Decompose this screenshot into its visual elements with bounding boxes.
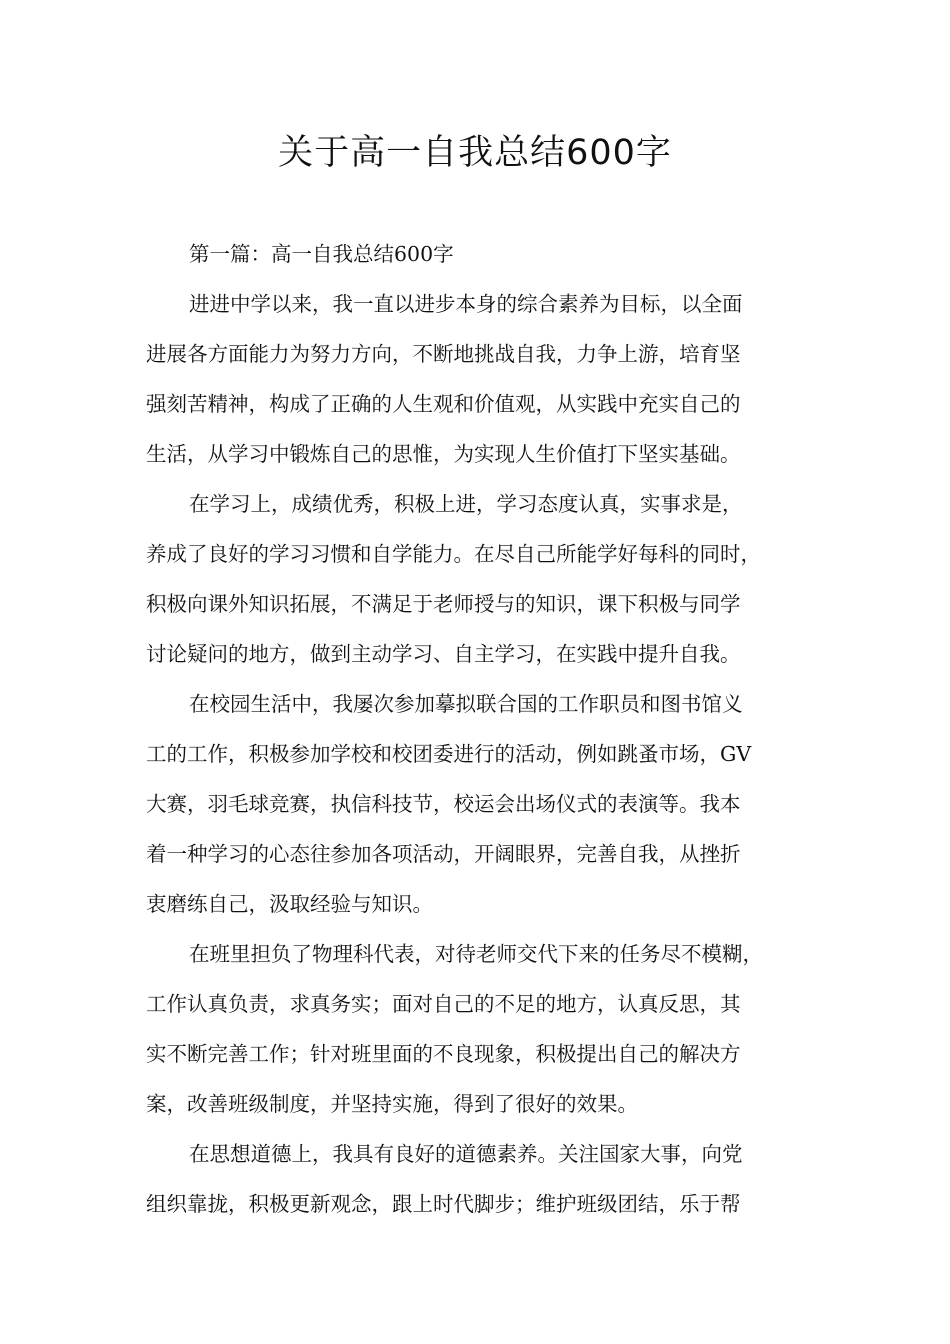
text-line: 讨论疑问的地方，做到主动学习、自主学习，在实践中提升自我。 — [146, 642, 741, 666]
text-line: 生活，从学习中锻炼自己的思惟，为实现人生价值打下坚实基础。 — [146, 442, 741, 466]
text-line: 在学习上，成绩优秀，积极上进，学习态度认真，实事求是， — [189, 492, 743, 516]
text-line: 实不断完善工作；针对班里面的不良现象，积极提出自己的解决方 — [146, 1042, 741, 1066]
text-line: 第一篇：高一自我总结600字 — [189, 242, 454, 266]
text-line: 养成了良好的学习习惯和自学能力。在尽自己所能学好每科的同时， — [146, 542, 761, 566]
text-line: 工的工作，积极参加学校和校团委进行的活动，例如跳蚤市场，GV — [146, 742, 752, 766]
text-line: 大赛，羽毛球竞赛，执信科技节，校运会出场仪式的表演等。我本 — [146, 792, 741, 816]
text-line: 在校园生活中，我屡次参加摹拟联合国的工作职员和图书馆义 — [189, 692, 743, 716]
text-line: 工作认真负责，求真务实；面对自己的不足的地方，认真反思，其 — [146, 992, 741, 1016]
text-line: 进进中学以来，我一直以进步本身的综合素养为目标，以全面 — [189, 292, 743, 316]
text-line: 在思想道德上，我具有良好的道德素养。关注国家大事，向党 — [189, 1142, 743, 1166]
text-line: 案，改善班级制度，并坚持实施，得到了很好的效果。 — [146, 1092, 638, 1116]
text-line: 进展各方面能力为努力方向，不断地挑战自我，力争上游，培育坚 — [146, 342, 741, 366]
text-line: 组织靠拢，积极更新观念，跟上时代脚步；维护班级团结，乐于帮 — [146, 1192, 741, 1216]
text-line: 强刻苦精神，构成了正确的人生观和价值观，从实践中充实自己的 — [146, 392, 741, 416]
text-line: 着一种学习的心态往参加各项活动，开阔眼界，完善自我，从挫折 — [146, 842, 741, 866]
text-line: 在班里担负了物理科代表，对待老师交代下来的任务尽不模糊， — [189, 942, 763, 966]
text-line: 积极向课外知识拓展，不满足于老师授与的知识，课下积极与同学 — [146, 592, 741, 616]
document-title: 关于高一自我总结600字 — [278, 133, 672, 173]
text-line: 衷磨练自己，汲取经验与知识。 — [146, 892, 433, 916]
document-body — [146, 229, 834, 1229]
